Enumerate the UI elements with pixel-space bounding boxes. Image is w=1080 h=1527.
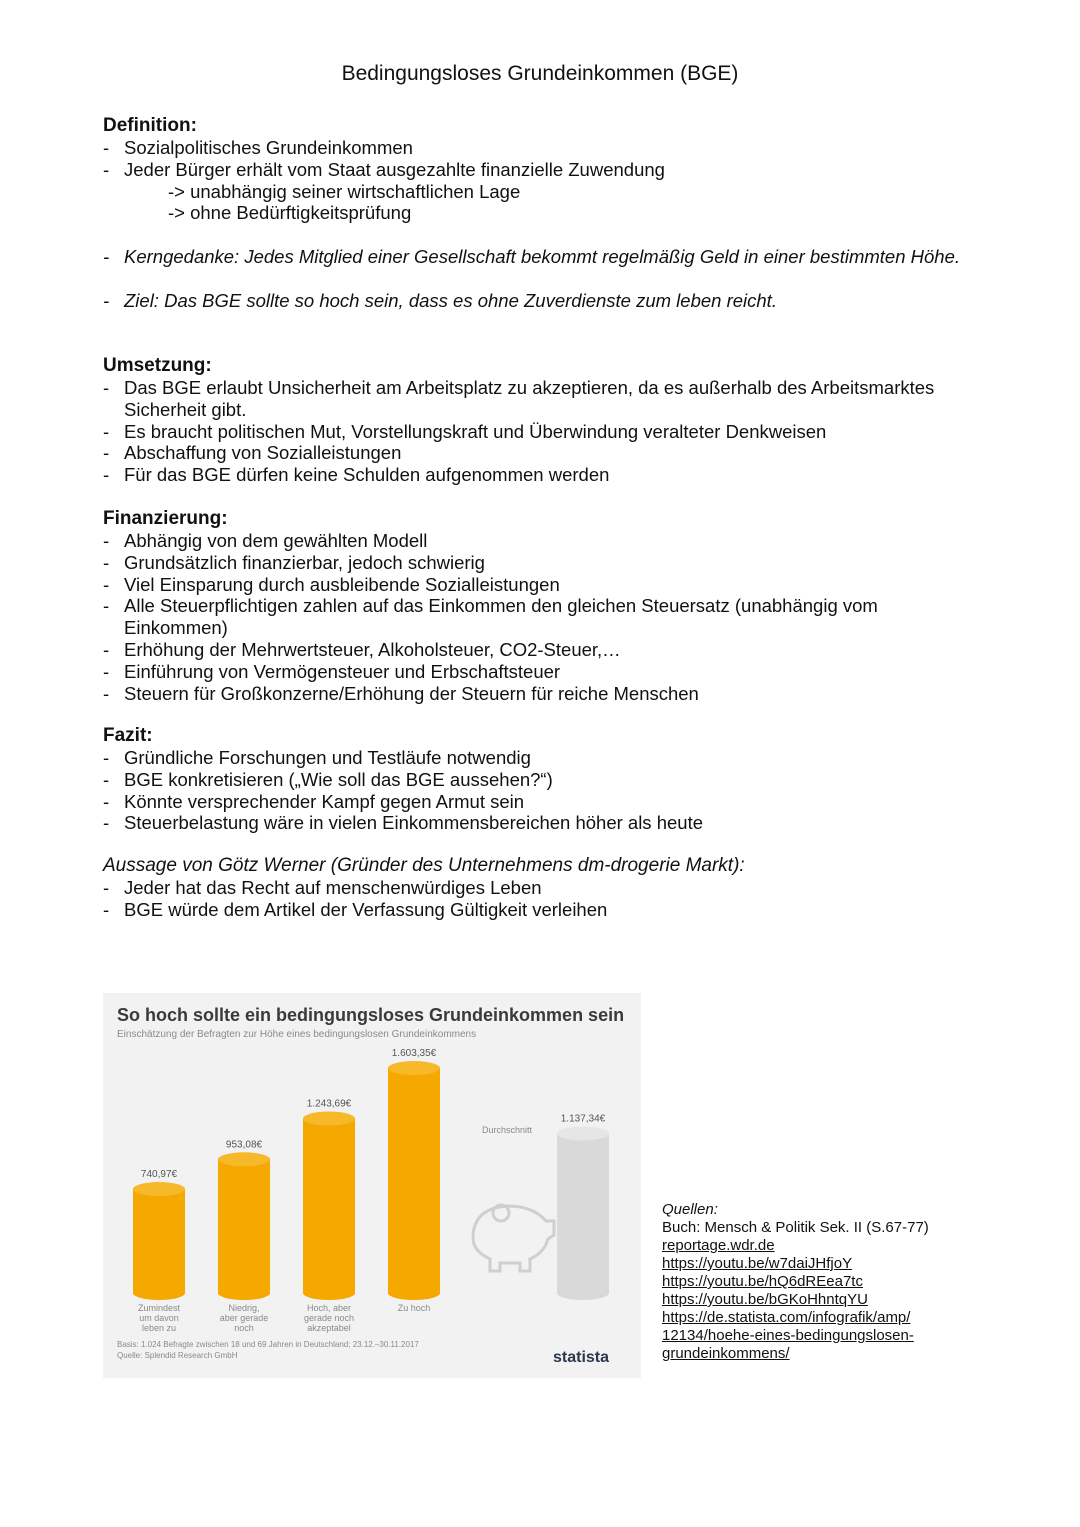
umsetzung-item: - Es braucht politischen Mut, Vorstellungskraft und Überwindung veralteter Denkweisen: [103, 421, 983, 443]
kerngedanke-item: - Kerngedanke: Jedes Mitglied einer Gesellschaft bekommt regelmäßig Geld in einer bestimmten Höhe.: [103, 246, 983, 268]
finanzierung-item: - Abhängig von dem gewählten Modell: [103, 530, 983, 552]
bar-bottom: [303, 1286, 355, 1300]
aussage-item: - BGE würde dem Artikel der Verfassung Gültigkeit verleihen: [103, 899, 983, 921]
value-label: 740,97€: [140, 1169, 178, 1181]
bar: [133, 1189, 185, 1293]
fazit-item: - Steuerbelastung wäre in vielen Einkommensbereichen höher als heute: [103, 812, 983, 834]
source-link[interactable]: reportage.wdr.de: [662, 1237, 775, 1254]
statista-chart: [103, 993, 641, 1378]
aussage-heading: Aussage von Götz Werner (Gründer des Unternehmens dm-drogerie Markt):: [103, 855, 745, 876]
average-bar: [557, 1133, 609, 1293]
value-label: 1.137,34€: [560, 1113, 606, 1125]
finanzierung-section: [103, 508, 983, 704]
source-link[interactable]: https://de.statista.com/infografik/amp/: [662, 1309, 911, 1326]
umsetzung-item: - Abschaffung von Sozialleistungen: [103, 442, 983, 464]
source-link[interactable]: grundeinkommens/: [662, 1345, 790, 1362]
aussage-section: [103, 855, 983, 921]
bar-top: [303, 1112, 355, 1126]
definition-item: - Jeder Bürger erhält vom Staat ausgezahlte finanzielle Zuwendung: [103, 159, 983, 181]
sources-heading: Quellen:: [662, 1201, 718, 1218]
bar-top: [557, 1126, 609, 1140]
umsetzung-item: - Das BGE erlaubt Unsicherheit am Arbeitsplatz zu akzeptieren, da es außerhalb des Arbeitsmarktes Sicherheit gibt.: [103, 377, 983, 421]
fazit-item: - Könnte versprechender Kampf gegen Armut sein: [103, 791, 983, 813]
bar-top: [218, 1152, 270, 1166]
statista-logo: statista: [553, 1349, 610, 1366]
finanzierung-item: - Viel Einsparung durch ausbleibende Sozialleistungen: [103, 574, 983, 596]
definition-heading: Definition:: [103, 115, 197, 136]
bar-bottom: [388, 1286, 440, 1300]
ziel-item: - Ziel: Das BGE sollte so hoch sein, dass es ohne Zuverdienste zum leben reicht.: [103, 290, 983, 312]
finanzierung-item: - Steuern für Großkonzerne/Erhöhung der Steuern für reiche Menschen: [103, 683, 983, 705]
bar: [388, 1068, 440, 1293]
average-label: Durchschnitt: [481, 1125, 533, 1135]
bar-bottom: [557, 1286, 609, 1300]
aussage-item: - Jeder hat das Recht auf menschenwürdiges Leben: [103, 877, 983, 899]
value-label: 953,08€: [225, 1139, 263, 1151]
definition-subitem: -> unabhängig seiner wirtschaftlichen Lage: [168, 180, 521, 202]
fazit-section: [103, 725, 983, 834]
category-label: um davon: [139, 1313, 179, 1323]
piggy-bank-icon: [473, 1205, 554, 1271]
sources-block: [662, 1201, 929, 1363]
source-link[interactable]: https://youtu.be/w7daiJHfjoY: [662, 1255, 853, 1272]
fazit-item: - BGE konkretisieren („Wie soll das BGE aussehen?“): [103, 769, 983, 791]
value-label: 1.243,69€: [306, 1098, 352, 1110]
finanzierung-item: - Erhöhung der Mehrwertsteuer, Alkoholsteuer, CO2-Steuer,…: [103, 639, 983, 661]
definition-item: - Sozialpolitisches Grundeinkommen: [103, 137, 983, 159]
bar-bottom: [133, 1286, 185, 1300]
fazit-item: - Gründliche Forschungen und Testläufe notwendig: [103, 747, 983, 769]
chart-title: So hoch sollte ein bedingungsloses Grundeinkommen sein: [117, 1005, 625, 1025]
fazit-heading: Fazit:: [103, 725, 153, 746]
category-label: aber gerade: [219, 1313, 269, 1323]
sources-book: Buch: Mensch & Politik Sek. II (S.67-77): [662, 1219, 929, 1236]
source-link[interactable]: https://youtu.be/bGKoHhntqYU: [662, 1291, 868, 1308]
finanzierung-item: - Grundsätzlich finanzierbar, jedoch schwierig: [103, 552, 983, 574]
chart-basis: Basis: 1.024 Befragte zwischen 18 und 69 Jahren in Deutschland; 23.12.–30.11.2017: [117, 1340, 419, 1349]
bar-top: [388, 1061, 440, 1075]
chart-footnote: [117, 1339, 419, 1361]
definition-subitem: -> ohne Bedürftigkeitsprüfung: [168, 202, 412, 224]
page-title: Bedingungsloses Grundeinkommen (BGE): [341, 62, 739, 85]
bar-top: [133, 1182, 185, 1196]
bar-bottom: [218, 1286, 270, 1300]
category-label: Hoch, aber: [306, 1303, 352, 1313]
definition-section: [103, 115, 983, 312]
category-label: Zumindest: [137, 1303, 181, 1313]
category-label: Zu hoch: [397, 1303, 431, 1313]
chart-plot: [103, 993, 641, 1333]
value-label: 1.603,35€: [391, 1048, 437, 1060]
category-label: noch: [234, 1323, 254, 1333]
umsetzung-heading: Umsetzung:: [103, 355, 212, 376]
finanzierung-item: - Alle Steuerpflichtigen zahlen auf das Einkommen den gleichen Steuersatz (unabhängig vom Einkommen): [103, 595, 983, 639]
umsetzung-section: [103, 355, 983, 486]
category-label: leben zu: [141, 1323, 177, 1333]
category-label: gerade noch: [303, 1313, 355, 1323]
umsetzung-item: - Für das BGE dürfen keine Schulden aufgenommen werden: [103, 464, 983, 486]
source-link[interactable]: 12134/hoehe-eines-bedingungslosen-: [662, 1327, 914, 1344]
category-label: Niedrig,: [228, 1303, 260, 1313]
bar: [218, 1159, 270, 1293]
chart-source: Quelle: Splendid Research GmbH: [117, 1351, 238, 1360]
finanzierung-item: - Einführung von Vermögensteuer und Erbschaftsteuer: [103, 661, 983, 683]
bar: [303, 1119, 355, 1293]
chart-subtitle: Einschätzung der Befragten zur Höhe eines bedingungslosen Grundeinkommens: [117, 1029, 477, 1040]
category-label: akzeptabel: [307, 1323, 351, 1333]
finanzierung-heading: Finanzierung:: [103, 508, 228, 529]
source-link[interactable]: https://youtu.be/hQ6dREea7tc: [662, 1273, 863, 1290]
